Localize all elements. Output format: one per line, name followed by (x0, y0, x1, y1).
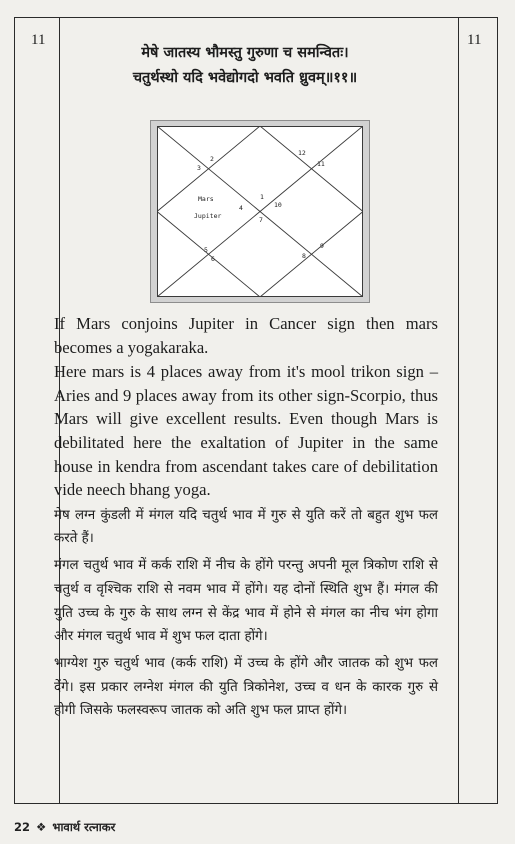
house-number-9: 9 (320, 242, 324, 250)
house-number-3: 3 (197, 164, 201, 172)
footer-ornament-icon: ❖ (36, 820, 47, 834)
verse-line-2: चतुर्थस्थो यदि भवेद्योगदो भवति ध्रुवम्॥११॥ (132, 69, 358, 86)
house-number-10: 10 (274, 201, 282, 209)
planet-mars: Mars (198, 195, 214, 203)
book-title: भावार्थ रत्नाकर (52, 820, 116, 834)
hindi-paragraph-3: भाग्येश गुरु चतुर्थ भाव (कर्क राशि) में उच्च के होंगे और जातक को शुभ फल देंगे। इस प्रकार लग्नेश मंगल की युति त्रिकोनेश, उच्च व धन के कारक गुरु से होगी जिसके फलस्वरूप जातक को अति शुभ फल प्राप्त होंगे। (54, 655, 438, 719)
house-number-6: 6 (211, 255, 215, 263)
verse-number-left: 11 (31, 32, 46, 48)
house-number-1: 1 (260, 193, 264, 201)
commentary-text (54, 312, 438, 723)
house-number-4: 4 (239, 204, 243, 212)
english-paragraph-1: If Mars conjoins Jupiter in Cancer sign then mars becomes a yogakaraka. (54, 314, 438, 357)
house-number-8: 8 (302, 252, 306, 260)
house-number-5: 5 (204, 246, 208, 254)
house-number-7: 7 (259, 216, 263, 224)
house-number-12: 12 (298, 149, 306, 157)
house-number-11: 11 (317, 160, 325, 168)
english-paragraph-2: Here mars is 4 places away from it's mool trikon sign – Aries and 9 places away from its other sign-Scorpio, thus Mars will give excellent results. Even though Mars is debilitated here the exaltation of Jupiter in the same house in kendra from ascendant takes care of debilitation vide neech bhang yoga. (54, 362, 438, 500)
sanskrit-verse (70, 40, 420, 90)
page-footer (14, 820, 115, 835)
house-number-2: 2 (210, 155, 214, 163)
planet-jupiter: Jupiter (194, 212, 222, 220)
horoscope-chart (150, 120, 370, 303)
hindi-paragraph-1: मेष लग्न कुंडली में मंगल यदि चतुर्थ भाव में गुरु से युति करें तो बहुत शुभ फल करते हैं। (54, 507, 438, 547)
verse-number-right: 11 (467, 32, 482, 48)
horoscope-diagram (157, 126, 363, 297)
page-number: 22 (14, 820, 31, 834)
verse-line-1: मेषे जातस्य भौमस्तु गुरुणा च समन्वितः। (141, 44, 349, 61)
hindi-paragraph-2: मंगल चतुर्थ भाव में कर्क राशि में नीच के होंगे परन्तु अपनी मूल त्रिकोण राशि से चतुर्थ व वृश्चिक राशि से नवम भाव में होंगे। यह दोनों स्थिति शुभ हैं। मंगल की युति उच्च के गुरु के साथ लग्न से केंद्र भाव में होने से मंगल का नीच भंग होगा और मंगल चतुर्थ भाव में शुभ फल दाता होंगे। (54, 558, 438, 645)
right-margin-rule (458, 18, 459, 803)
